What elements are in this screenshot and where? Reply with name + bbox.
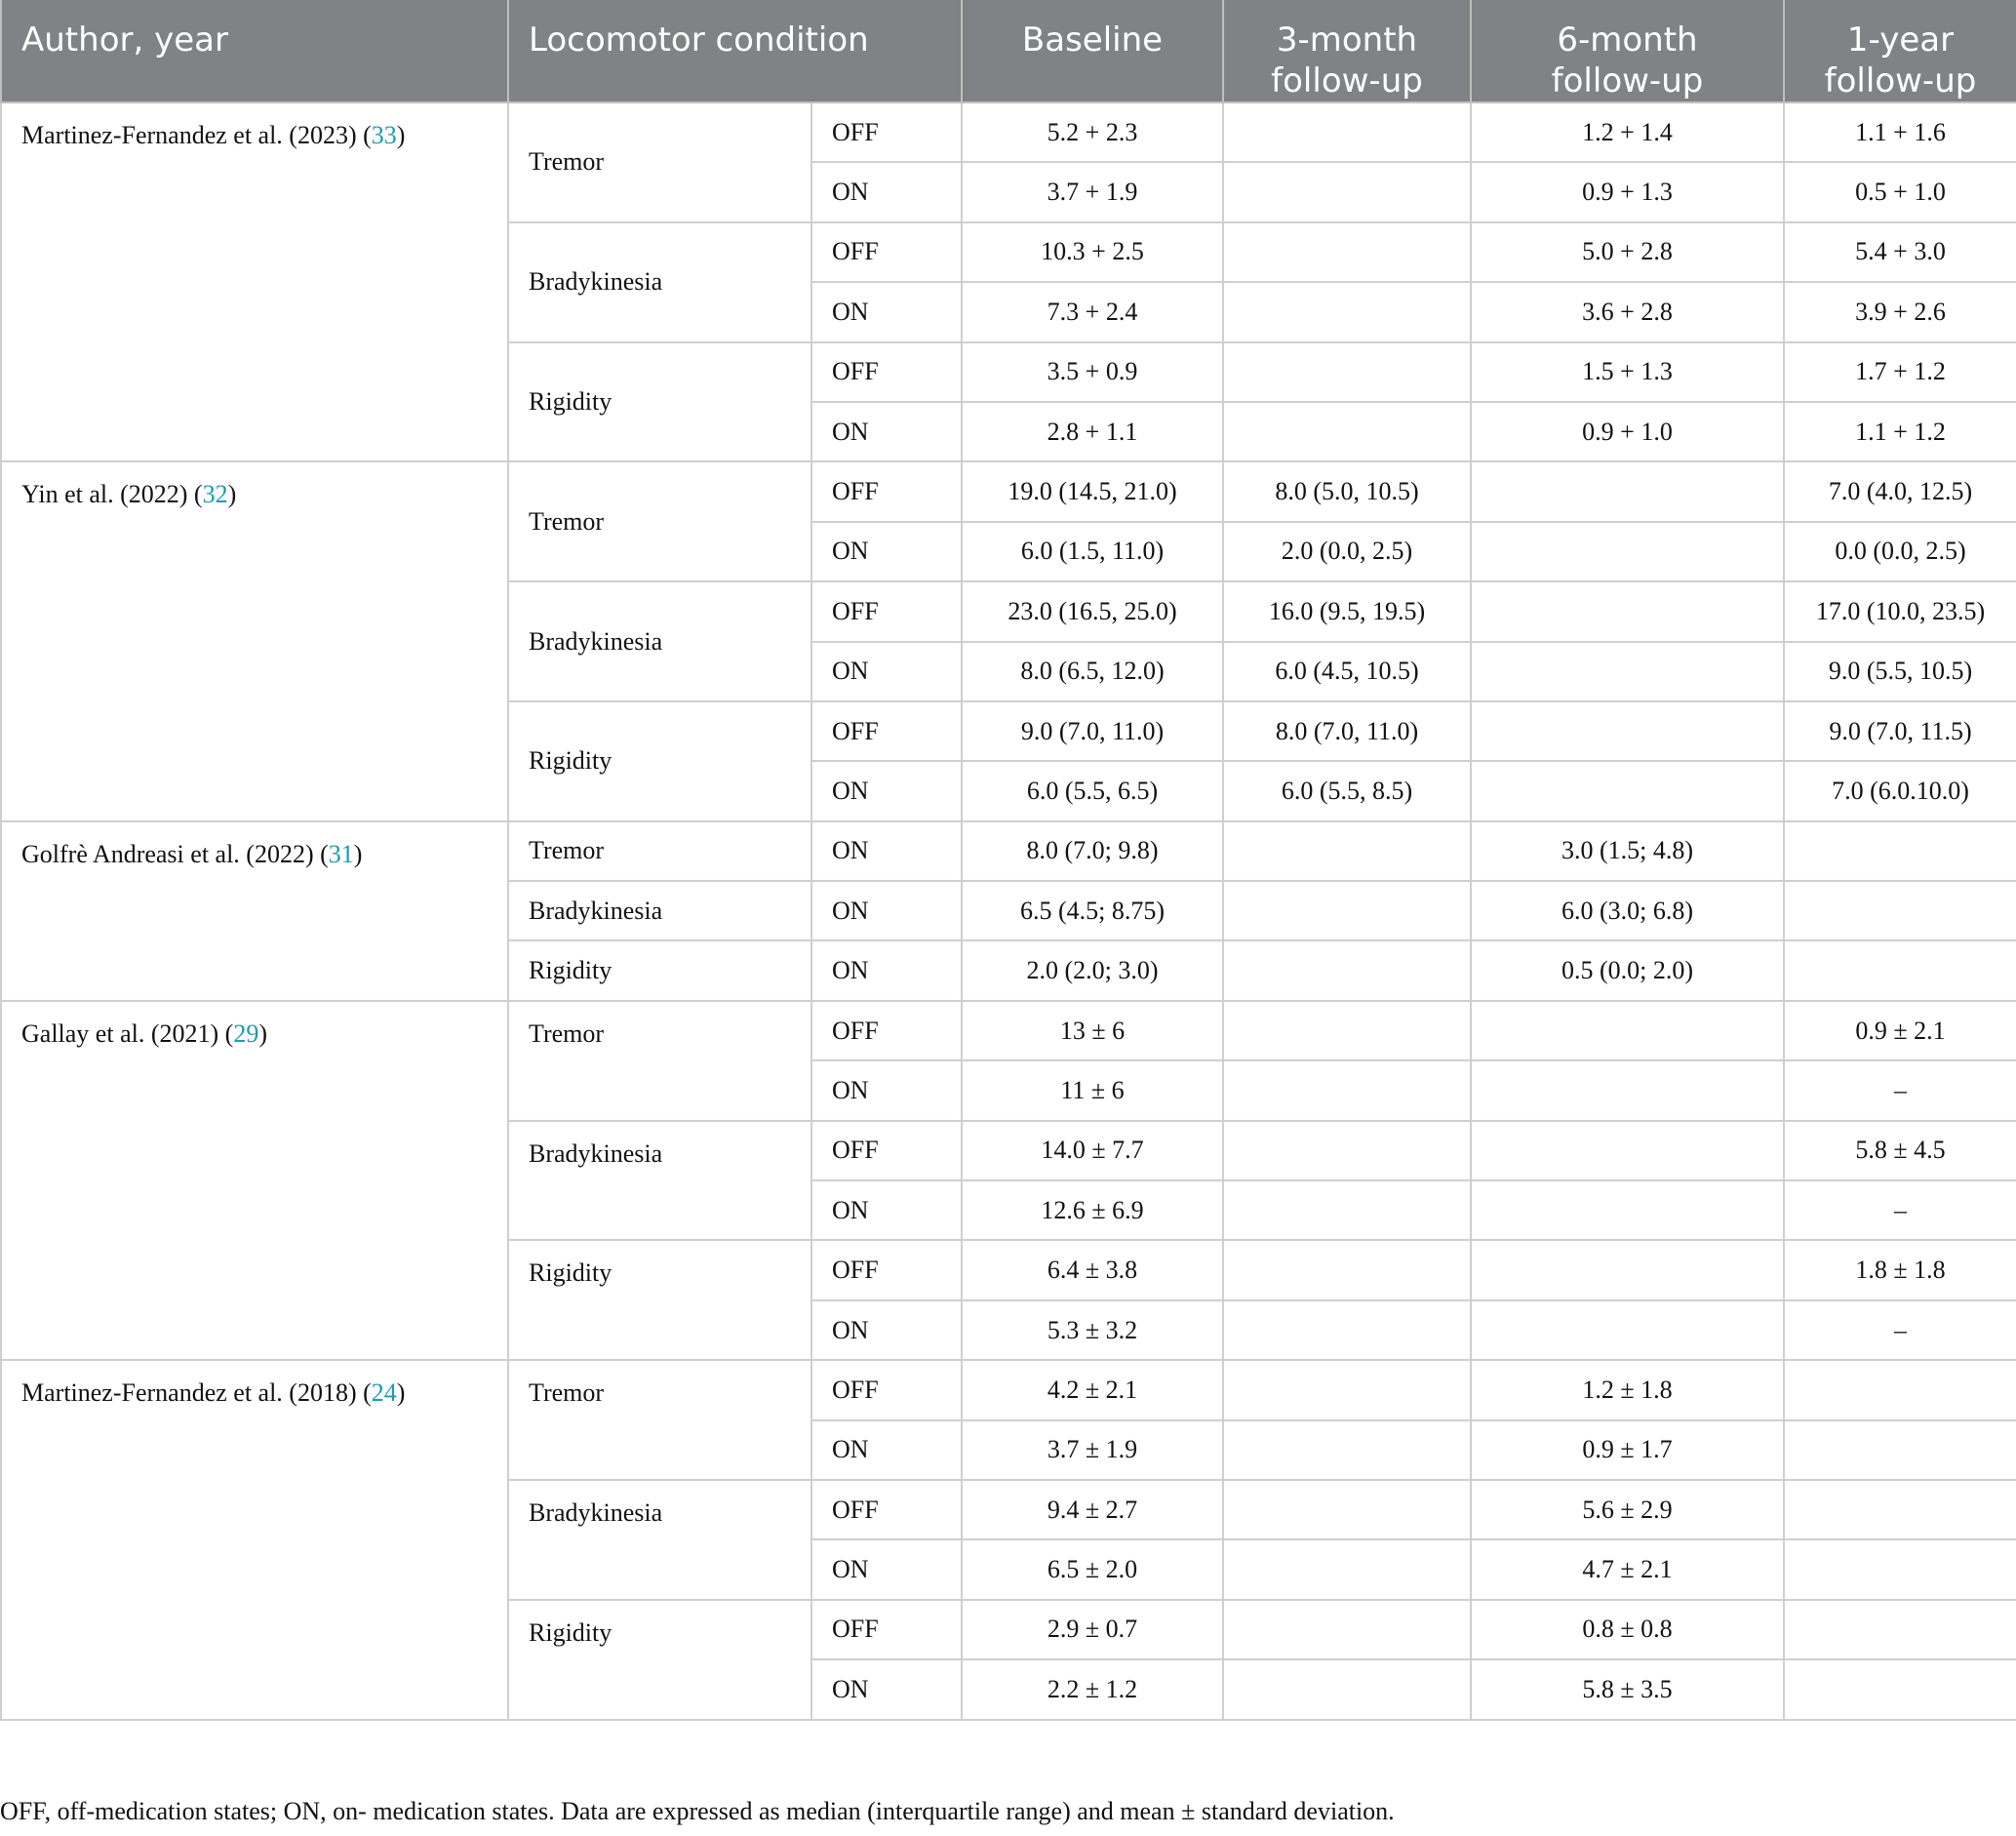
medication-state: OFF (811, 701, 962, 761)
medication-state: ON (811, 881, 962, 940)
6-month-value: 5.8 ± 3.5 (1471, 1659, 1784, 1719)
locomotor-condition: Bradykinesia (508, 1480, 811, 1600)
medication-state: OFF (811, 581, 962, 641)
3-month-value: 16.0 (9.5, 19.5) (1223, 581, 1471, 641)
header-row (1, 0, 2016, 102)
baseline-value: 2.0 (2.0; 3.0) (962, 940, 1223, 1000)
medication-state: ON (811, 1180, 962, 1240)
6-month-value (1471, 761, 1784, 820)
6-month-value (1471, 1060, 1784, 1120)
1-year-value: 9.0 (5.5, 10.5) (1784, 642, 2016, 701)
1-year-value (1784, 1600, 2016, 1659)
medication-state: ON (811, 940, 962, 1000)
3-month-value (1223, 1060, 1471, 1120)
3-month-value (1223, 1001, 1471, 1060)
1-year-value: 0.9 ± 2.1 (1784, 1001, 2016, 1060)
baseline-value: 9.0 (7.0, 11.0) (962, 701, 1223, 761)
1-year-value (1784, 940, 2016, 1000)
medication-state: ON (811, 522, 962, 581)
locomotor-condition: Tremor (508, 461, 811, 581)
1-year-value: 5.8 ± 4.5 (1784, 1121, 2016, 1180)
1-year-value: 3.9 + 2.6 (1784, 282, 2016, 341)
6-month-value (1471, 522, 1784, 581)
6-month-value: 5.0 + 2.8 (1471, 222, 1784, 282)
3-month-value (1223, 1240, 1471, 1299)
6-month-value: 0.8 ± 0.8 (1471, 1600, 1784, 1659)
6-month-value: 1.5 + 1.3 (1471, 342, 1784, 402)
medication-state: ON (811, 1420, 962, 1480)
locomotor-condition: Tremor (508, 1001, 811, 1121)
3-month-value (1223, 282, 1471, 341)
baseline-value: 11 ± 6 (962, 1060, 1223, 1120)
medication-state: ON (811, 1659, 962, 1719)
baseline-value: 8.0 (6.5, 12.0) (962, 642, 1223, 701)
6-month-value (1471, 701, 1784, 761)
baseline-value: 14.0 ± 7.7 (962, 1121, 1223, 1180)
reference-link[interactable]: 32 (202, 480, 228, 509)
medication-state: OFF (811, 461, 962, 521)
3-month-value (1223, 1539, 1471, 1599)
6-month-value (1471, 461, 1784, 521)
medication-state: OFF (811, 1480, 962, 1539)
1-year-value (1784, 1360, 2016, 1419)
baseline-value: 19.0 (14.5, 21.0) (962, 461, 1223, 521)
3-month-value (1223, 1121, 1471, 1180)
6-month-value: 0.9 ± 1.7 (1471, 1420, 1784, 1480)
1-year-value: 1.1 + 1.6 (1784, 102, 2016, 162)
1-year-value (1784, 1659, 2016, 1719)
6-month-value (1471, 1240, 1784, 1299)
header-locomotor-condition: Locomotor condition (508, 0, 962, 102)
6-month-value: 5.6 ± 2.9 (1471, 1480, 1784, 1539)
baseline-value: 6.4 ± 3.8 (962, 1240, 1223, 1299)
medication-state: ON (811, 402, 962, 461)
3-month-value: 2.0 (0.0, 2.5) (1223, 522, 1471, 581)
medication-state: OFF (811, 1240, 962, 1299)
table-footnote: OFF, off-medication states; ON, on- medication states. Data are expressed as median (interquartile range) and mean ± standard deviation. (0, 1797, 1395, 1825)
locomotor-condition: Rigidity (508, 342, 811, 462)
header-baseline: Baseline (962, 0, 1223, 102)
baseline-value: 2.9 ± 0.7 (962, 1600, 1223, 1659)
3-month-value (1223, 402, 1471, 461)
medication-state: OFF (811, 1001, 962, 1060)
3-month-value (1223, 342, 1471, 402)
baseline-value: 5.3 ± 3.2 (962, 1300, 1223, 1360)
study-author-cell: Golfrè Andreasi et al. (2022) (31) (1, 821, 508, 1001)
1-year-value: – (1784, 1060, 2016, 1120)
table-row (1, 821, 2016, 881)
6-month-value: 1.2 + 1.4 (1471, 102, 1784, 162)
3-month-value (1223, 881, 1471, 940)
1-year-value: – (1784, 1180, 2016, 1240)
6-month-value: 4.7 ± 2.1 (1471, 1539, 1784, 1599)
study-author-cell: Martinez-Fernandez et al. (2023) (33) (1, 102, 508, 461)
locomotor-condition: Bradykinesia (508, 1121, 811, 1241)
1-year-value (1784, 821, 2016, 881)
study-author-cell: Yin et al. (2022) (32) (1, 461, 508, 820)
6-month-value (1471, 642, 1784, 701)
3-month-value (1223, 1180, 1471, 1240)
header-author: Author, year (1, 0, 508, 102)
reference-link[interactable]: 33 (371, 121, 397, 149)
medication-state: OFF (811, 1360, 962, 1419)
1-year-value (1784, 1480, 2016, 1539)
baseline-value: 4.2 ± 2.1 (962, 1360, 1223, 1419)
1-year-value: 5.4 + 3.0 (1784, 222, 2016, 282)
baseline-value: 6.0 (1.5, 11.0) (962, 522, 1223, 581)
table-row (1, 461, 2016, 521)
6-month-value: 0.5 (0.0; 2.0) (1471, 940, 1784, 1000)
baseline-value: 6.0 (5.5, 6.5) (962, 761, 1223, 820)
medication-state: ON (811, 1539, 962, 1599)
header-3-month: 3-month follow-up (1223, 0, 1471, 102)
6-month-value: 0.9 + 1.0 (1471, 402, 1784, 461)
1-year-value: 7.0 (4.0, 12.5) (1784, 461, 2016, 521)
study-author: Golfrè Andreasi et al. (2022) ( (21, 839, 329, 868)
locomotor-condition: Tremor (508, 102, 811, 222)
1-year-value: 1.8 ± 1.8 (1784, 1240, 2016, 1299)
3-month-value: 8.0 (7.0, 11.0) (1223, 701, 1471, 761)
baseline-value: 10.3 + 2.5 (962, 222, 1223, 282)
3-month-value: 6.0 (5.5, 8.5) (1223, 761, 1471, 820)
1-year-value: 1.1 + 1.2 (1784, 402, 2016, 461)
3-month-value: 8.0 (5.0, 10.5) (1223, 461, 1471, 521)
baseline-value: 8.0 (7.0; 9.8) (962, 821, 1223, 881)
study-author: Yin et al. (2022) ( (21, 480, 203, 509)
study-author-cell: Martinez-Fernandez et al. (2018) (24) (1, 1360, 508, 1719)
medication-state: ON (811, 761, 962, 820)
3-month-value (1223, 1360, 1471, 1419)
1-year-value: 0.5 + 1.0 (1784, 162, 2016, 221)
reference-link[interactable]: 24 (371, 1378, 397, 1408)
medication-state: OFF (811, 1600, 962, 1659)
medication-state: OFF (811, 342, 962, 402)
baseline-value: 6.5 (4.5; 8.75) (962, 881, 1223, 940)
6-month-value: 6.0 (3.0; 6.8) (1471, 881, 1784, 940)
6-month-value (1471, 581, 1784, 641)
locomotor-condition: Rigidity (508, 1240, 811, 1360)
locomotor-condition: Rigidity (508, 701, 811, 821)
medication-state: ON (811, 1060, 962, 1120)
reference-link[interactable]: 31 (328, 839, 354, 868)
3-month-value (1223, 1480, 1471, 1539)
header-1-year: 1-year follow-up (1784, 0, 2016, 102)
medication-state: OFF (811, 1121, 962, 1180)
baseline-value: 2.2 ± 1.2 (962, 1659, 1223, 1719)
study-author-cell: Gallay et al. (2021) (29) (1, 1001, 508, 1360)
baseline-value: 9.4 ± 2.7 (962, 1480, 1223, 1539)
3-month-value (1223, 1420, 1471, 1480)
medication-state: ON (811, 282, 962, 341)
1-year-value: 9.0 (7.0, 11.5) (1784, 701, 2016, 761)
locomotor-condition: Rigidity (508, 1600, 811, 1720)
6-month-value: 0.9 + 1.3 (1471, 162, 1784, 221)
baseline-value: 2.8 + 1.1 (962, 402, 1223, 461)
table-row (1, 102, 2016, 162)
table-row (1, 1360, 2016, 1419)
baseline-value: 3.7 + 1.9 (962, 162, 1223, 221)
1-year-value: 1.7 + 1.2 (1784, 342, 2016, 402)
1-year-value (1784, 881, 2016, 940)
medication-state: OFF (811, 222, 962, 282)
3-month-value (1223, 222, 1471, 282)
header-6-month: 6-month follow-up (1471, 0, 1784, 102)
6-month-value: 3.0 (1.5; 4.8) (1471, 821, 1784, 881)
3-month-value (1223, 1600, 1471, 1659)
baseline-value: 23.0 (16.5, 25.0) (962, 581, 1223, 641)
1-year-value: 0.0 (0.0, 2.5) (1784, 522, 2016, 581)
3-month-value (1223, 821, 1471, 881)
baseline-value: 3.5 + 0.9 (962, 342, 1223, 402)
1-year-value (1784, 1539, 2016, 1599)
medication-state: ON (811, 642, 962, 701)
locomotor-condition: Tremor (508, 821, 811, 881)
medication-state: ON (811, 162, 962, 221)
1-year-value (1784, 1420, 2016, 1480)
3-month-value (1223, 940, 1471, 1000)
baseline-value: 12.6 ± 6.9 (962, 1180, 1223, 1240)
baseline-value: 3.7 ± 1.9 (962, 1420, 1223, 1480)
table-row (1, 1001, 2016, 1060)
baseline-value: 6.5 ± 2.0 (962, 1539, 1223, 1599)
6-month-value (1471, 1300, 1784, 1360)
locomotor-condition: Bradykinesia (508, 222, 811, 342)
6-month-value: 1.2 ± 1.8 (1471, 1360, 1784, 1419)
reference-link[interactable]: 29 (233, 1018, 259, 1048)
study-author: Martinez-Fernandez et al. (2018) ( (21, 1378, 372, 1408)
study-author: Gallay et al. (2021) ( (21, 1018, 234, 1048)
1-year-value: – (1784, 1300, 2016, 1360)
medication-state: ON (811, 821, 962, 881)
6-month-value (1471, 1121, 1784, 1180)
6-month-value (1471, 1001, 1784, 1060)
3-month-value (1223, 1659, 1471, 1719)
locomotor-condition: Rigidity (508, 940, 811, 1000)
baseline-value: 13 ± 6 (962, 1001, 1223, 1060)
6-month-value: 3.6 + 2.8 (1471, 282, 1784, 341)
locomotor-condition: Tremor (508, 1360, 811, 1480)
3-month-value (1223, 162, 1471, 221)
locomotor-condition: Bradykinesia (508, 581, 811, 701)
1-year-value: 7.0 (6.0.10.0) (1784, 761, 2016, 820)
medication-state: ON (811, 1300, 962, 1360)
baseline-value: 5.2 + 2.3 (962, 102, 1223, 162)
1-year-value: 17.0 (10.0, 23.5) (1784, 581, 2016, 641)
3-month-value (1223, 102, 1471, 162)
3-month-value (1223, 1300, 1471, 1360)
3-month-value: 6.0 (4.5, 10.5) (1223, 642, 1471, 701)
locomotor-condition: Bradykinesia (508, 881, 811, 940)
6-month-value (1471, 1180, 1784, 1240)
baseline-value: 7.3 + 2.4 (962, 282, 1223, 341)
medication-state: OFF (811, 102, 962, 162)
study-author: Martinez-Fernandez et al. (2023) ( (21, 121, 372, 149)
